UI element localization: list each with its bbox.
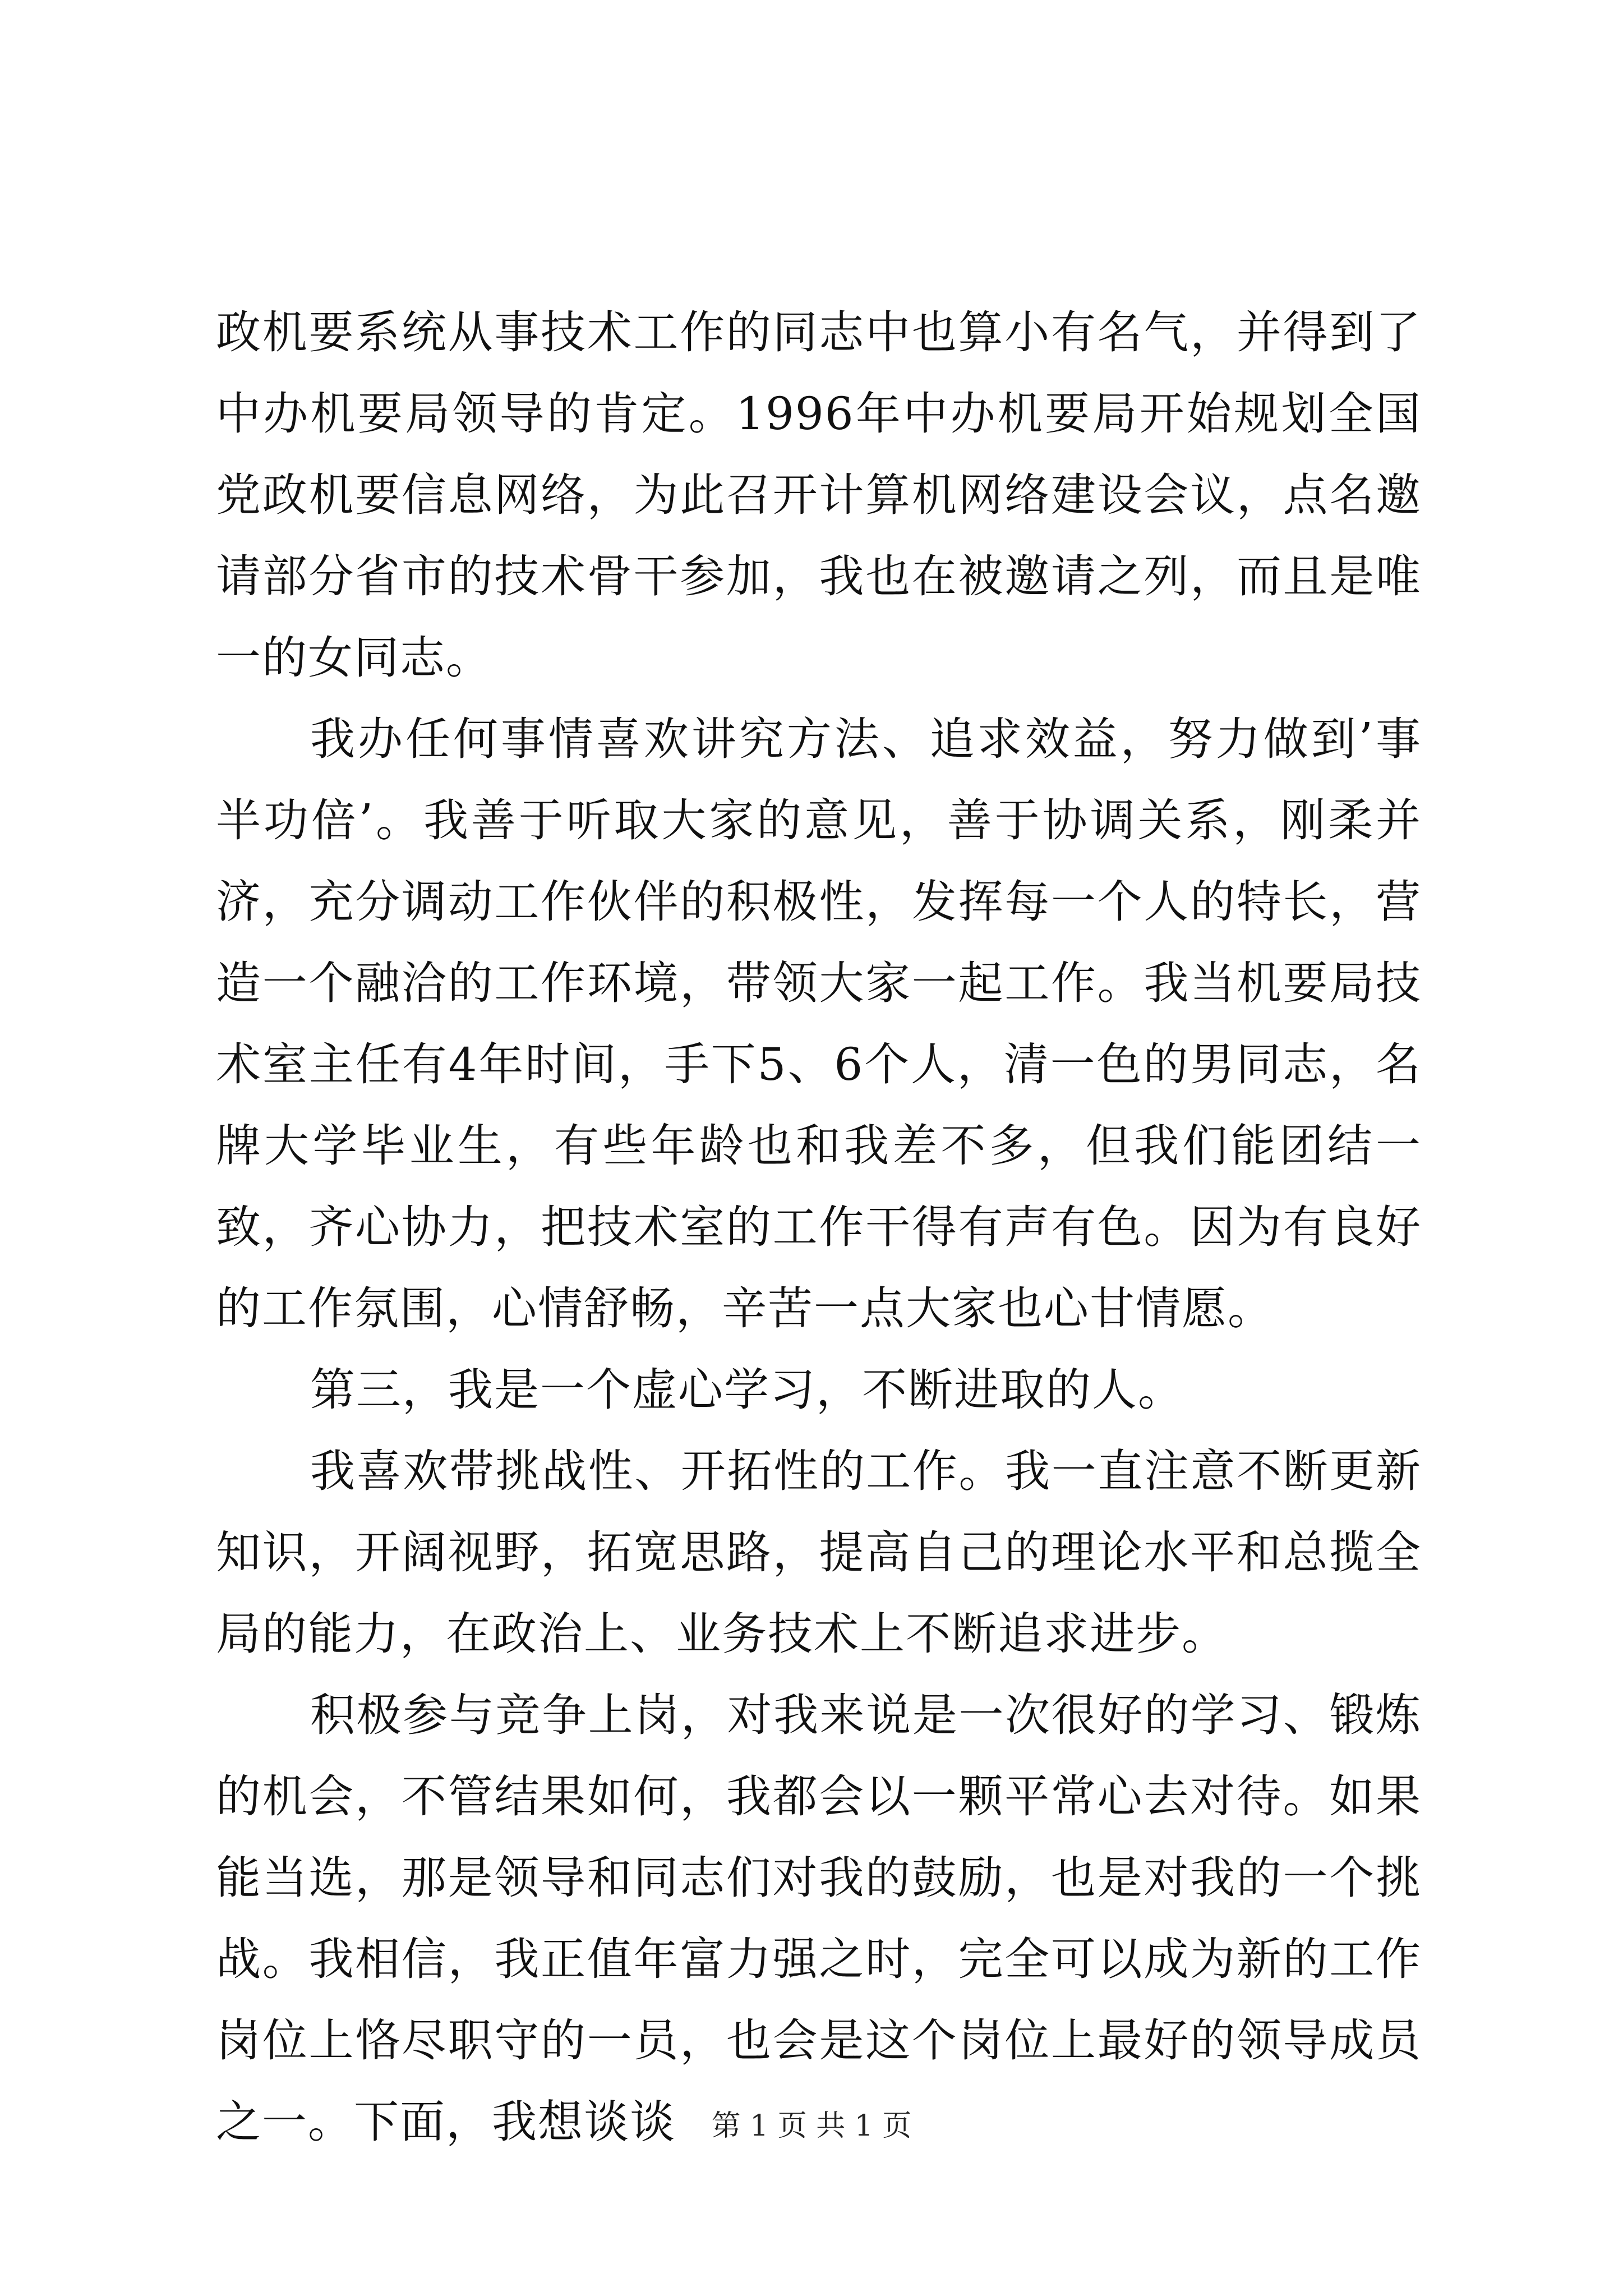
paragraph-5: 积极参与竞争上岗，对我来说是一次很好的学习、锻炼的机会，不管结果如何，我都会以一颗平常心去对待。如果能当选，那是领导和同志们对我的鼓励，也是对我的一个挑战。我相信，我正值年富力强之时，完全可以成为新的工作岗位上恪尽职守的一员，也会是这个岗位上最好的领导成员之一。下面，我想谈谈 xyxy=(216,1689,1422,2148)
paragraph-2: 我办任何事情喜欢讲究方法、追求效益，努力做到’事半功倍’。我善于听取大家的意见，善于协调关系，刚柔并济，充分调动工作伙伴的积极性，发挥每一个人的特长，营造一个融洽的工作环境，带领大家一起工作。我当机要局技术室主任有4年时间，手下5、6个人，清一色的男同志，名牌大学毕业生，有些年龄也和我差不多，但我们能团结一致，齐心协力，把技术室的工作干得有声有色。因为有良好的工作氛围，心情舒畅，辛苦一点大家也心甘情愿。 xyxy=(216,713,1422,1335)
document-body xyxy=(216,292,1422,2162)
paragraph-1: 政机要系统从事技术工作的同志中也算小有名气，并得到了中办机要局领导的肯定。1996年中办机要局开始规划全国党政机要信息网络，为此召开计算机网络建设会议，点名邀请部分省市的技术骨干参加，我也在被邀请之列，而且是唯一的女同志。 xyxy=(216,306,1422,684)
page-footer: 第 1 页 共 1 页 xyxy=(711,2109,912,2143)
paragraph-3: 第三，我是一个虚心学习，不断进取的人。 xyxy=(310,1364,1184,1416)
paragraph-4: 我喜欢带挑战性、开拓性的工作。我一直注意不断更新知识，开阔视野，拓宽思路，提高自己的理论水平和总揽全局的能力，在政治上、业务技术上不断追求进步。 xyxy=(216,1445,1422,1660)
